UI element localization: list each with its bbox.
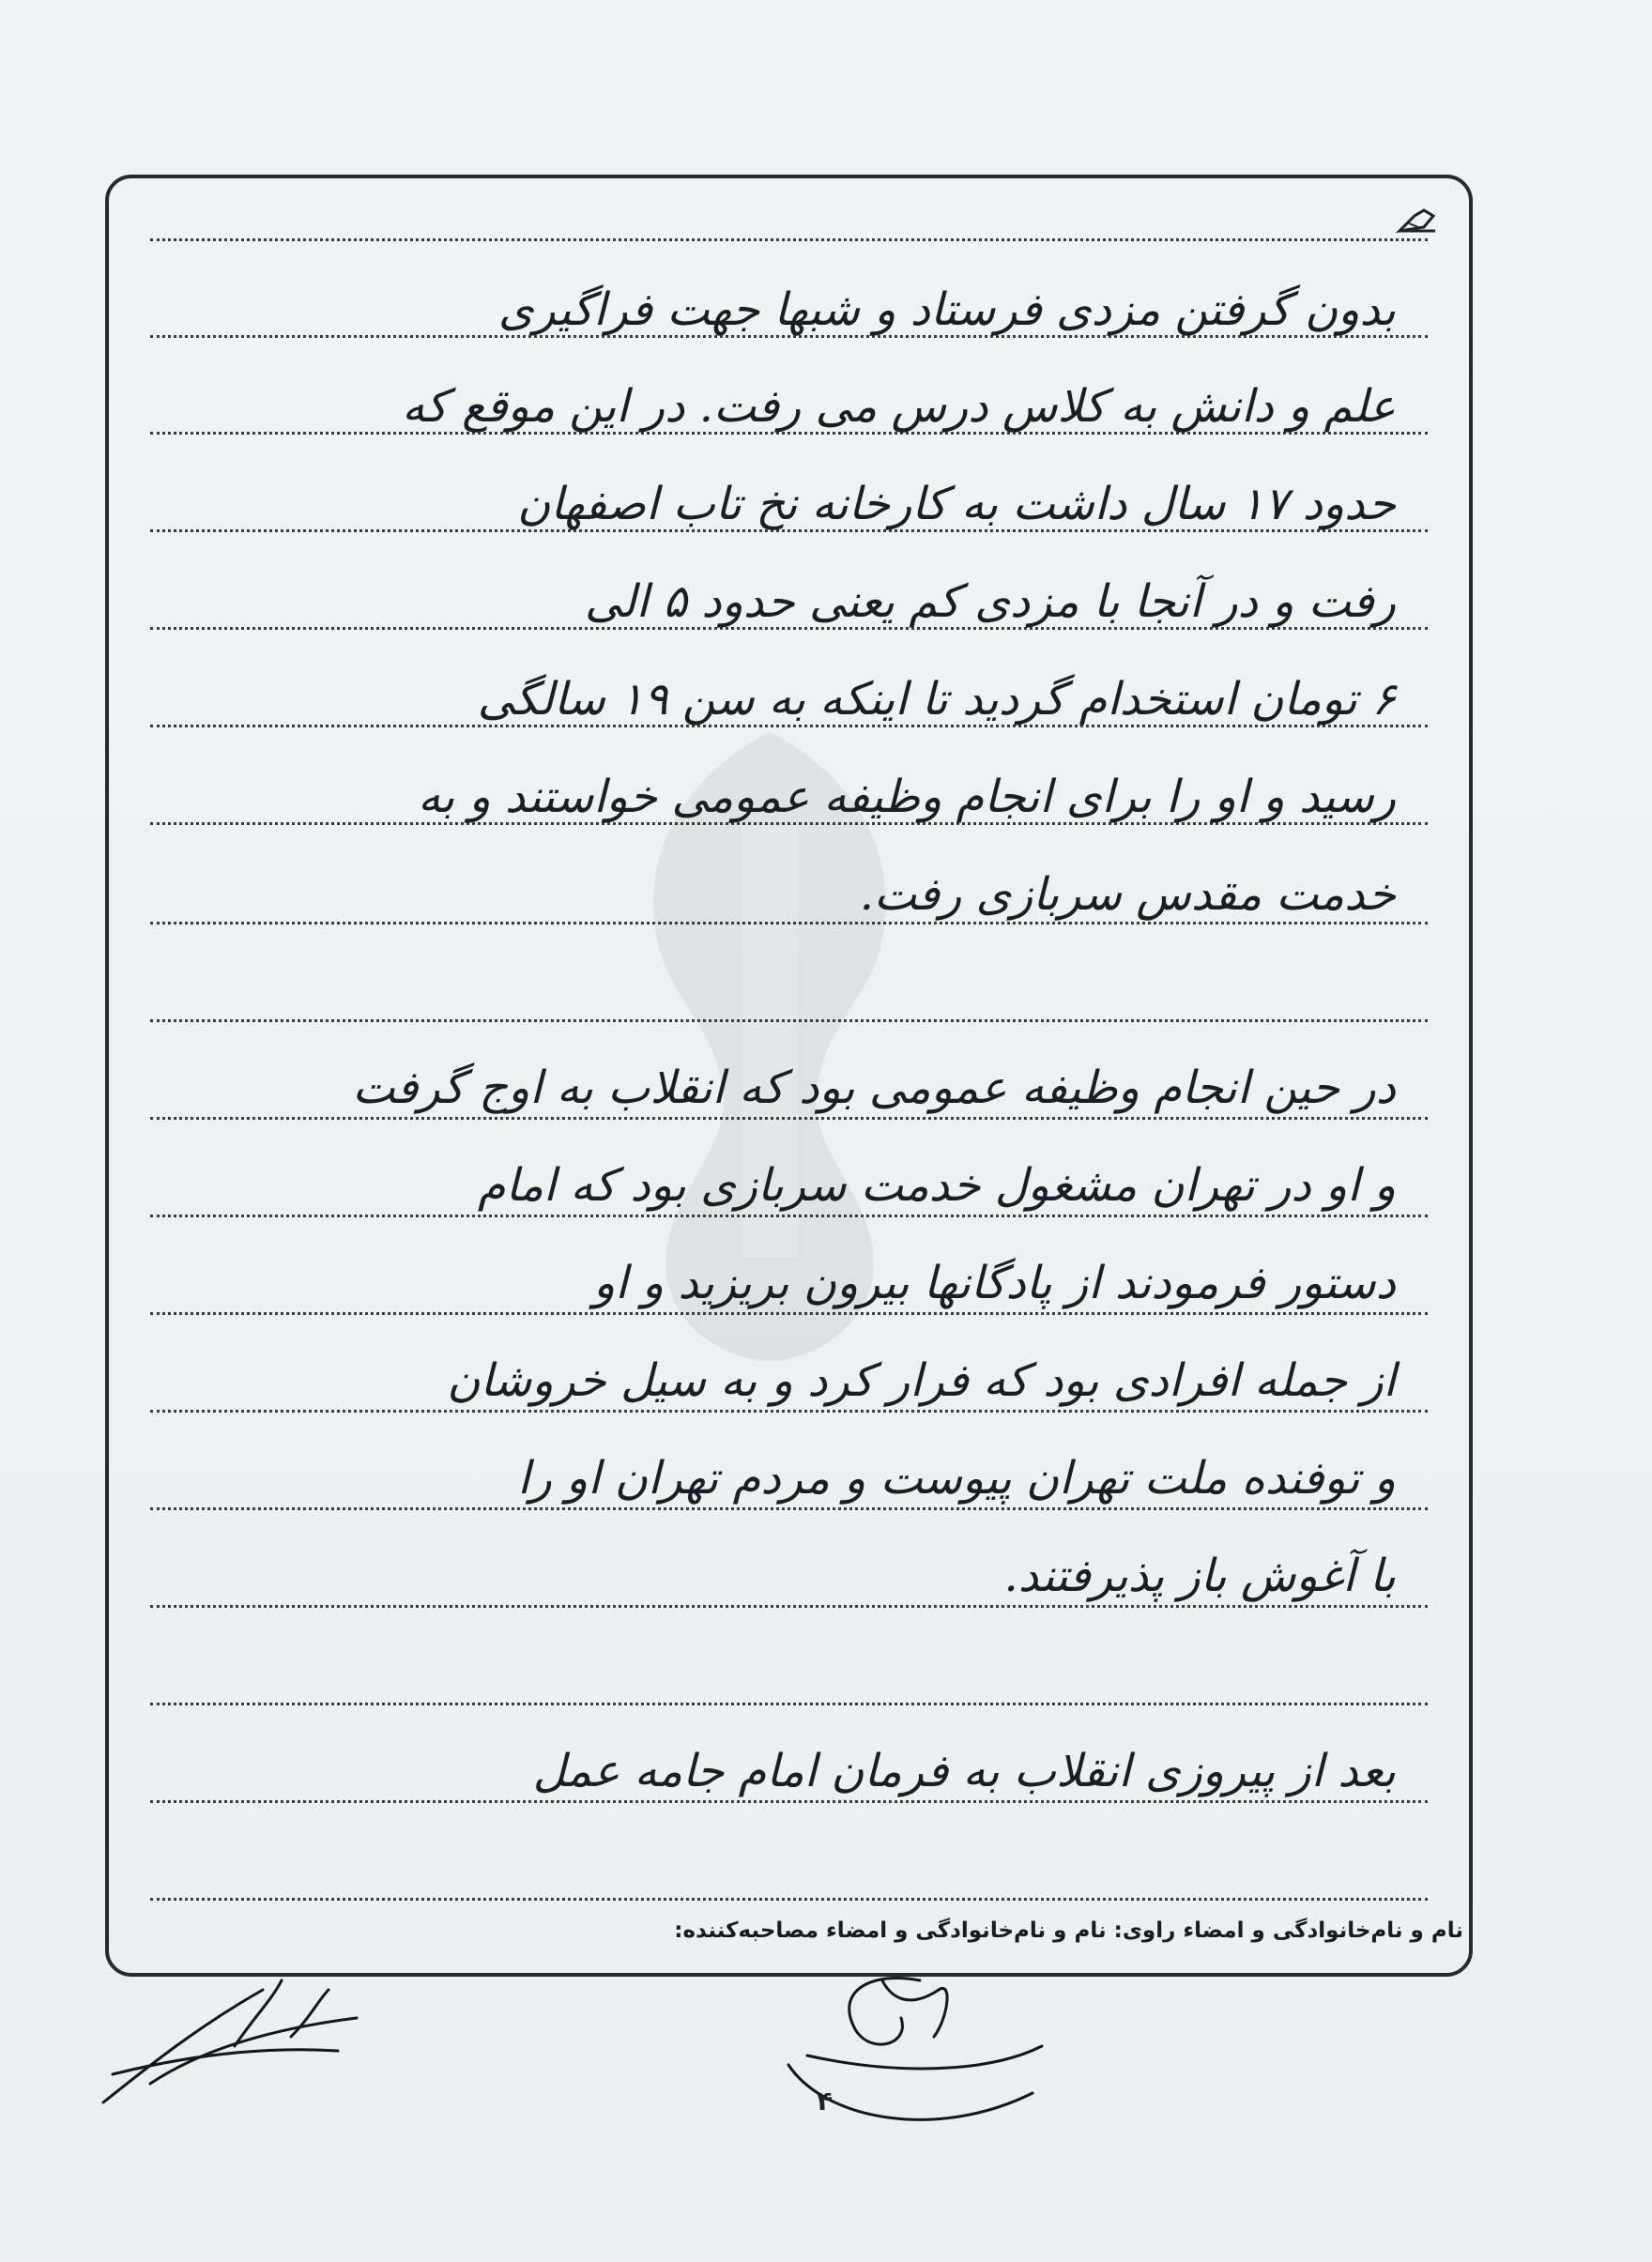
pen-writing-icon: [1396, 206, 1439, 235]
narrator-signature-label: نام و نام‌خانوادگی و امضاء راوی:: [1113, 1918, 1463, 1943]
ruled-line: [150, 1117, 1428, 1120]
handwritten-line: و توفنده ملت تهران پیوست و مردم تهران او را: [517, 1452, 1396, 1505]
ruled-line: [150, 1605, 1428, 1608]
handwritten-line: رسید و او را برای انجام وظیفه عمومی خواستند و به: [418, 771, 1396, 823]
handwritten-line: حدود ۱۷ سال داشت به کارخانه نخ تاب اصفهان: [517, 478, 1396, 530]
signature-labels: [477, 1918, 1463, 1943]
content-frame: [105, 175, 1473, 1977]
handwritten-line: خدمت مقدس سربازی رفت.: [859, 868, 1396, 921]
ruled-line: [150, 1507, 1428, 1510]
narrator-signature-icon: [94, 1971, 375, 2112]
interviewer-signature-label: نام و نام‌خانوادگی و امضاء مصاحبه‌کننده:: [674, 1918, 1107, 1943]
ruled-line: [150, 1703, 1428, 1705]
page-number: ۴: [817, 2086, 834, 2117]
handwritten-line: از جمله افرادی بود که فرار کرد و به سیل خروشان: [447, 1354, 1396, 1407]
handwritten-line: رفت و در آنجا با مزدی کم یعنی حدود ۵ الی: [585, 575, 1396, 628]
handwritten-line: بعد از پیروزی انقلاب به فرمان امام جامه عمل: [532, 1745, 1396, 1797]
ruled-line: [150, 238, 1428, 241]
handwritten-line: بدون گرفتن مزدی فرستاد و شبها جهت فراگیری: [497, 283, 1396, 336]
ruled-line: [150, 1800, 1428, 1803]
handwritten-line: علم و دانش به کلاس درس می رفت. در این موقع که: [402, 380, 1396, 433]
handwritten-line: در حین انجام وظیفه عمومی بود که انقلاب به اوج گرفت: [352, 1062, 1396, 1114]
ruled-line: [150, 1215, 1428, 1217]
ruled-line: [150, 1410, 1428, 1413]
handwritten-line: ۶ تومان استخدام گردید تا اینکه به سن ۱۹ سالگی: [477, 673, 1396, 726]
ruled-line: [150, 1312, 1428, 1315]
handwritten-line: و او در تهران مشغول خدمت سربازی بود که امام: [477, 1159, 1396, 1212]
ruled-line: [150, 1019, 1428, 1022]
handwritten-line: با آغوش باز پذیرفتند.: [1003, 1550, 1396, 1602]
ruled-line: [150, 1898, 1428, 1901]
handwritten-line: دستور فرمودند از پادگانها بیرون بریزید و او: [593, 1257, 1396, 1309]
interviewer-signature-icon: [751, 1952, 1051, 2140]
